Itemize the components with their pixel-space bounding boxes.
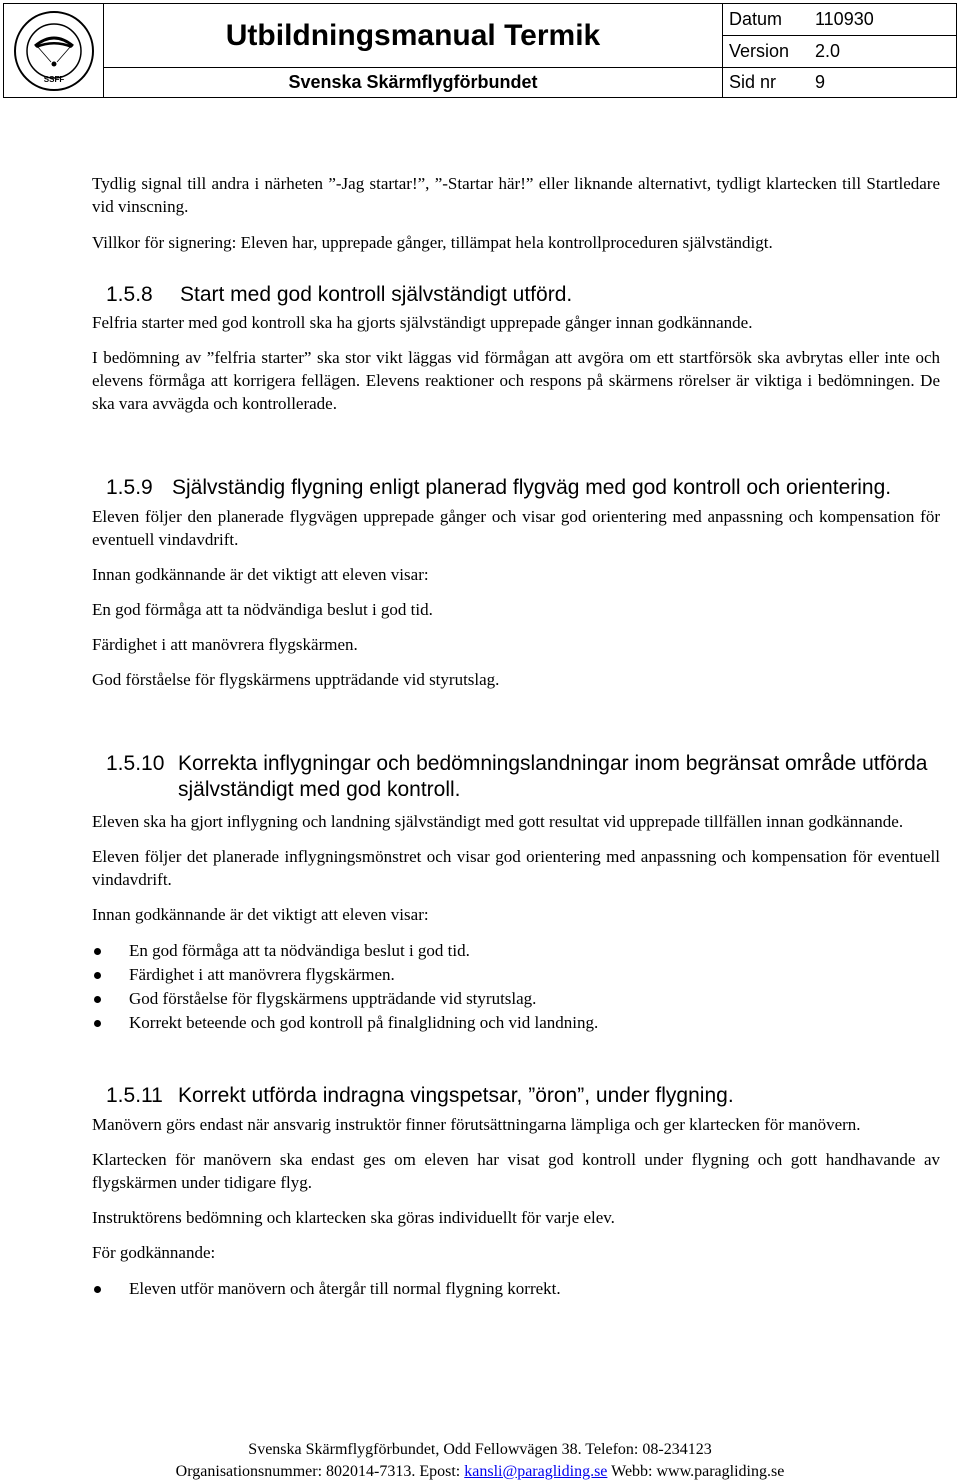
section-number: 1.5.9	[106, 476, 153, 499]
list-item: En god förmåga att ta nödvändiga beslut i god tid.	[92, 939, 940, 963]
section-paragraph: Eleven ska ha gjort inflygning och landning självständigt med gott resultat vid upprepade tillfällen innan godkännande.	[92, 812, 904, 831]
section-paragraph: Eleven följer den planerade flygvägen upprepade gånger och visar god orientering med anpassning och kompensation för eventuell vindavdrift.	[92, 507, 940, 549]
version-label: Version	[729, 41, 790, 61]
section-title: Självständig flygning enligt planerad flygväg med god kontroll och orientering.	[172, 476, 892, 499]
bullet-list	[92, 1277, 940, 1301]
page-label: Sid nr	[729, 72, 777, 92]
intro-paragraph: Villkor för signering: Eleven har, upprepade gånger, tillämpat hela kontrollproceduren självständigt.	[92, 233, 773, 252]
ssff-logo-icon	[13, 10, 95, 92]
list-item: Eleven utför manövern och återgår till normal flygning korrekt.	[92, 1277, 940, 1301]
document-title: Utbildningsmanual Termik	[104, 4, 723, 68]
list-item: God förståelse för flygskärmens uppträdande vid styrutslag.	[92, 987, 940, 1011]
page-footer	[0, 1439, 960, 1483]
section-heading	[92, 751, 940, 803]
document-header	[3, 3, 957, 98]
date-label: Datum	[729, 9, 783, 29]
version-value: 2.0	[815, 41, 841, 61]
section-paragraph: För godkännande:	[92, 1243, 216, 1262]
section-paragraph: Manövern görs endast när ansvarig instruktör finner förutsättningarna lämpliga och ger klartecken för manövern.	[92, 1115, 861, 1134]
bullet-list	[92, 939, 940, 1035]
section-paragraph: Klartecken för manövern ska endast ges om eleven har visat god kontroll under flygning och gott handhavande av flygskärmen under tidigare flyg.	[92, 1150, 940, 1192]
section-paragraph: God förståelse för flygskärmens uppträdande vid styrutslag.	[92, 670, 500, 689]
section-paragraph: En god förmåga att ta nödvändiga beslut i god tid.	[92, 600, 433, 619]
section-paragraph: I bedömning av ”felfria starter” ska stor vikt läggas vid förmågan att avgöra om ett startförsök ska avbrytas eller inte och elevens förmåga att korrigera fellägen. Elevens reaktioner och respons på skärmens rörelser är viktiga i bedömningen. De ska vara avvägda och kontrollerade.	[92, 348, 940, 413]
section-number: 1.5.10	[106, 752, 165, 775]
email-link[interactable]: kansli@paragliding.se	[464, 1463, 608, 1480]
section-number: 1.5.11	[106, 1084, 163, 1107]
section-title: Start med god kontroll självständigt utförd.	[180, 283, 573, 306]
footer-address: Svenska Skärmflygförbundet, Odd Fellowvägen 38. Telefon: 08-234123	[248, 1441, 712, 1458]
section-paragraph: Innan godkännande är det viktigt att eleven visar:	[92, 905, 429, 924]
section-paragraph: Felfria starter med god kontroll ska ha gjorts självständigt upprepade gånger innan godkännande.	[92, 313, 753, 332]
page-number-row	[723, 68, 956, 97]
page-value: 9	[815, 72, 826, 92]
logo-cell	[4, 4, 104, 97]
svg-text:SSFF: SSFF	[43, 74, 64, 84]
section-paragraph: Färdighet i att manövrera flygskärmen.	[92, 635, 358, 654]
footer-website: Webb: www.paragliding.se	[607, 1463, 785, 1480]
section-title: Korrekt utförda indragna vingspetsar, ”öron”, under flygning.	[178, 1084, 734, 1107]
section-heading	[92, 475, 940, 501]
section-paragraph: Innan godkännande är det viktigt att eleven visar:	[92, 565, 429, 584]
section-title: Korrekta inflygningar och bedömningslandningar inom begränsat område utförda självständigt med god kontroll.	[178, 752, 928, 801]
section-paragraph: Eleven följer det planerade inflygningsmönstret och visar god orientering med anpassning och kompensation för eventuell vindavdrift.	[92, 847, 940, 889]
footer-contact	[0, 1461, 960, 1483]
intro-paragraph: Tydlig signal till andra i närheten ”-Jag startar!”, ”-Startar här!” eller liknande alternativt, tydligt klartecken till Startledare vid vinscning.	[92, 174, 940, 216]
footer-org-number: Organisationsnummer: 802014-7313. Epost:	[175, 1463, 465, 1480]
section-heading	[92, 1083, 940, 1109]
document-body	[92, 172, 940, 1301]
list-item: Korrekt beteende och god kontroll på finalglidning och vid landning.	[92, 1011, 940, 1035]
section-paragraph: Instruktörens bedömning och klartecken ska göras individuellt för varje elev.	[92, 1208, 615, 1227]
section-number: 1.5.8	[106, 283, 153, 306]
date-row	[723, 4, 956, 36]
organization-name: Svenska Skärmflygförbundet	[104, 68, 723, 97]
date-value: 110930	[815, 9, 874, 29]
section-heading	[92, 282, 940, 308]
list-item: Färdighet i att manövrera flygskärmen.	[92, 963, 940, 987]
version-row	[723, 36, 956, 68]
